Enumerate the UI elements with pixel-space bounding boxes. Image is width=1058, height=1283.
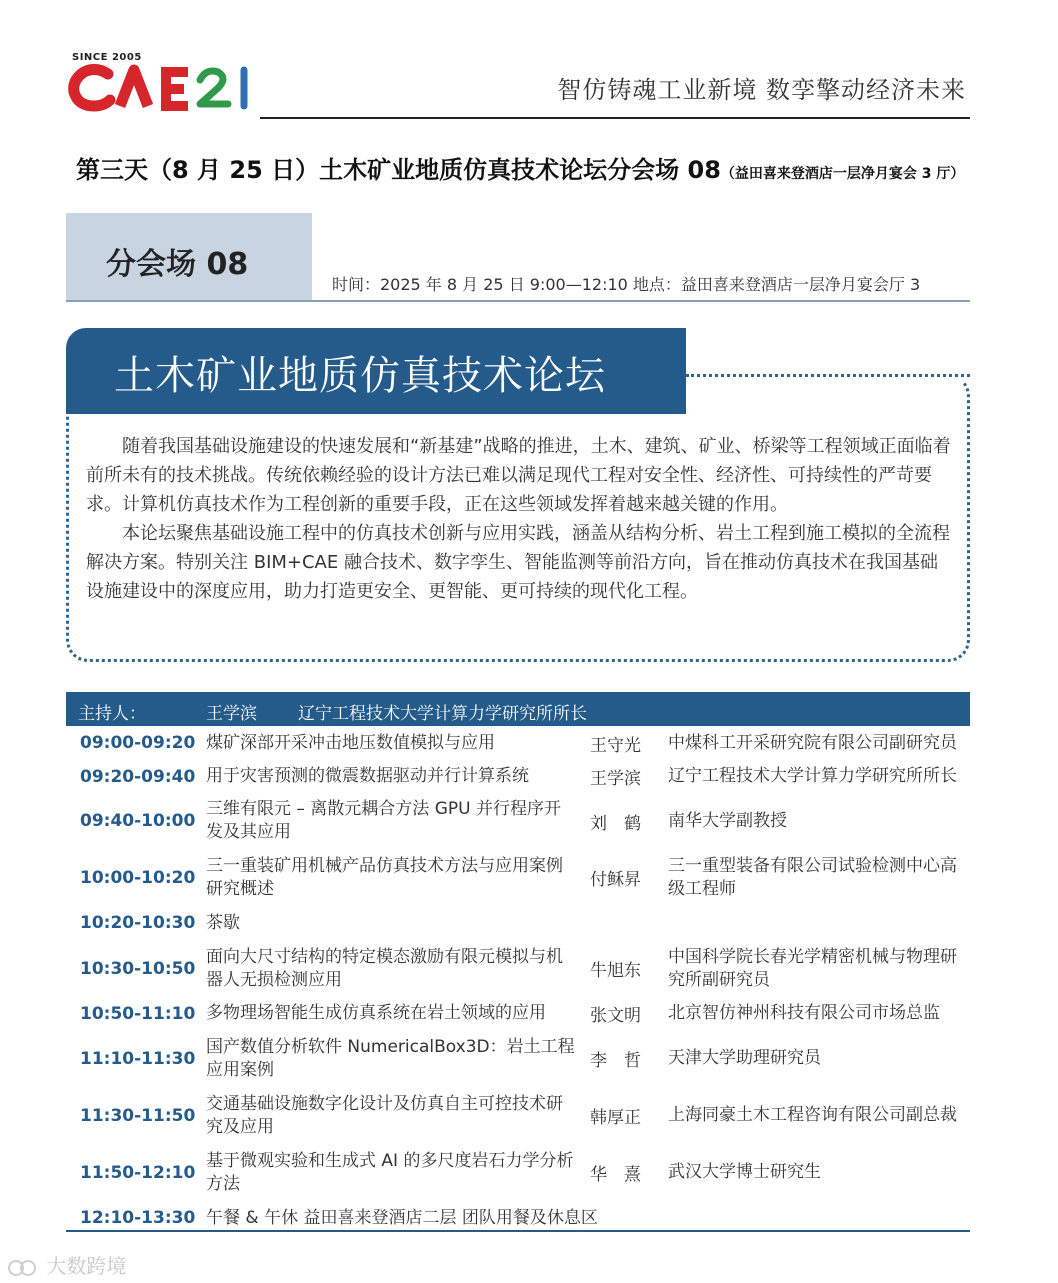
host-label: 主持人： xyxy=(78,704,146,724)
watermark-logo-icon xyxy=(6,1258,40,1278)
row-time: 10:50-11:10 xyxy=(80,1003,196,1024)
row-topic: 国产数值分析软件 NumericalBox3D：岩土工程应用案例 xyxy=(206,1036,575,1080)
schedule-row xyxy=(66,726,970,760)
row-time: 12:10-13:30 xyxy=(80,1208,196,1228)
row-affiliation: 南华大学副教授 xyxy=(668,810,787,831)
row-speaker: 付稣昇 xyxy=(590,870,641,890)
row-time: 10:20-10:30 xyxy=(80,913,196,933)
session-divider xyxy=(66,300,970,302)
row-speaker: 韩厚正 xyxy=(590,1108,641,1128)
schedule-row xyxy=(66,1030,970,1087)
schedule-row xyxy=(66,940,970,997)
forum-title: 土木矿业地质仿真技术论坛 xyxy=(114,353,606,399)
session-label: 分会场 08 xyxy=(106,247,249,282)
row-time: 09:40-10:00 xyxy=(80,811,196,831)
schedule-row xyxy=(66,1144,970,1201)
watermark-text: 大数跨境 xyxy=(46,1254,127,1278)
schedule-row xyxy=(66,1087,970,1144)
row-time: 10:00-10:20 xyxy=(80,867,196,888)
row-affiliation: 三一重型装备有限公司试验检测中心高级工程师 xyxy=(668,855,957,899)
row-affiliation: 中煤科工开采研究院有限公司副研究员 xyxy=(668,732,957,753)
row-topic: 茶歇 xyxy=(206,912,240,933)
forum-description xyxy=(86,432,954,606)
row-time: 09:20-09:40 xyxy=(80,766,196,787)
header-divider xyxy=(260,117,970,119)
row-affiliation: 天津大学助理研究员 xyxy=(668,1048,821,1068)
row-time: 10:30-10:50 xyxy=(80,958,196,979)
row-speaker: 刘 鹤 xyxy=(590,813,641,834)
day-title xyxy=(76,150,964,185)
row-speaker: 王学滨 xyxy=(590,769,641,789)
row-speaker: 李 哲 xyxy=(590,1051,641,1071)
row-topic: 三一重装矿用机械产品仿真技术方法与应用案例研究概述 xyxy=(206,855,563,899)
schedule-bottom-rule xyxy=(66,1230,970,1232)
row-topic: 面向大尺寸结构的特定模态激励有限元模拟与机器人无损检测应用 xyxy=(206,946,563,990)
row-time: 09:00-09:20 xyxy=(80,733,196,753)
day-title-venue: （益田喜来登酒店一层净月宴会 3 厅） xyxy=(720,166,965,182)
row-topic: 多物理场智能生成仿真系统在岩土领域的应用 xyxy=(206,1003,546,1023)
row-speaker: 王守光 xyxy=(590,735,641,756)
schedule-row xyxy=(66,997,970,1030)
schedule-row xyxy=(66,849,970,906)
row-speaker: 牛旭东 xyxy=(590,961,641,981)
schedule-row xyxy=(66,760,970,793)
logo-since-text: SINCE 2005 xyxy=(72,52,142,63)
row-affiliation: 北京智仿神州科技有限公司市场总监 xyxy=(668,1003,940,1023)
session-info: 时间：2025 年 8 月 25 日 9:00—12:10 地点：益田喜来登酒店一层净月宴会厅 3 xyxy=(332,275,921,294)
row-topic: 午餐 & 午休 益田喜来登酒店二层 团队用餐及休息区 xyxy=(206,1207,598,1228)
host-name: 王学滨 xyxy=(206,704,257,724)
slogan: 智仿铸魂工业新境 数孪擎动经济未来 xyxy=(557,76,966,104)
forum-paragraph: 随着我国基础设施建设的快速发展和“新基建”战略的推进，土木、建筑、矿业、桥梁等工程领域正面临着前所未有的技术挑战。传统依赖经验的设计方法已难以满足现代工程对安全性、经济性、可持续性的严苛要求。计算机仿真技术作为工程创新的重要手段，正在这些领域发挥着越来越关键的作用。 xyxy=(86,436,951,515)
row-speaker: 华 熹 xyxy=(590,1165,641,1185)
row-affiliation: 上海同豪土木工程咨询有限公司副总裁 xyxy=(668,1105,957,1125)
schedule-row xyxy=(66,906,970,940)
row-topic: 基于微观实验和生成式 AI 的多尺度岩石力学分析方法 xyxy=(206,1150,574,1194)
forum-paragraph: 本论坛聚焦基础设施工程中的仿真技术创新与应用实践，涵盖从结构分析、岩土工程到施工模拟的全流程解决方案。特别关注 BIM+CAE 融合技术、数字孪生、智能监测等前沿方向，旨在推动仿真技术在我国基础设施建设中的深度应用，助力打造更安全、更智能、更可持续的现代化工程。 xyxy=(86,523,950,602)
row-speaker: 张文明 xyxy=(590,1006,641,1026)
logo-mark xyxy=(68,62,258,112)
watermark xyxy=(6,1250,126,1279)
schedule-row xyxy=(66,793,970,849)
row-time: 11:50-12:10 xyxy=(80,1162,196,1183)
row-topic: 用于灾害预测的微震数据驱动并行计算系统 xyxy=(206,766,529,786)
row-topic: 交通基础设施数字化设计及仿真自主可控技术研究及应用 xyxy=(206,1093,563,1137)
row-affiliation: 辽宁工程技术大学计算力学研究所所长 xyxy=(668,766,957,786)
cae21-logo xyxy=(68,52,268,114)
schedule-host-row xyxy=(66,692,970,726)
row-topic: 煤矿深部开采冲击地压数值模拟与应用 xyxy=(206,732,495,753)
schedule-table xyxy=(66,726,970,1235)
forum-title-banner xyxy=(66,328,686,414)
row-time: 11:30-11:50 xyxy=(80,1105,196,1126)
host-org: 辽宁工程技术大学计算力学研究所所长 xyxy=(298,704,587,724)
row-affiliation: 武汉大学博士研究生 xyxy=(668,1162,821,1182)
forum-dotted-top xyxy=(686,374,970,377)
day-title-main: 第三天（8 月 25 日）土木矿业地质仿真技术论坛分会场 08 xyxy=(76,156,721,184)
row-affiliation: 中国科学院长春光学精密机械与物理研究所副研究员 xyxy=(668,946,957,990)
row-topic: 三维有限元 – 离散元耦合方法 GPU 并行程序开发及其应用 xyxy=(206,799,561,842)
row-time: 11:10-11:30 xyxy=(80,1048,196,1069)
session-label-box xyxy=(66,213,312,302)
